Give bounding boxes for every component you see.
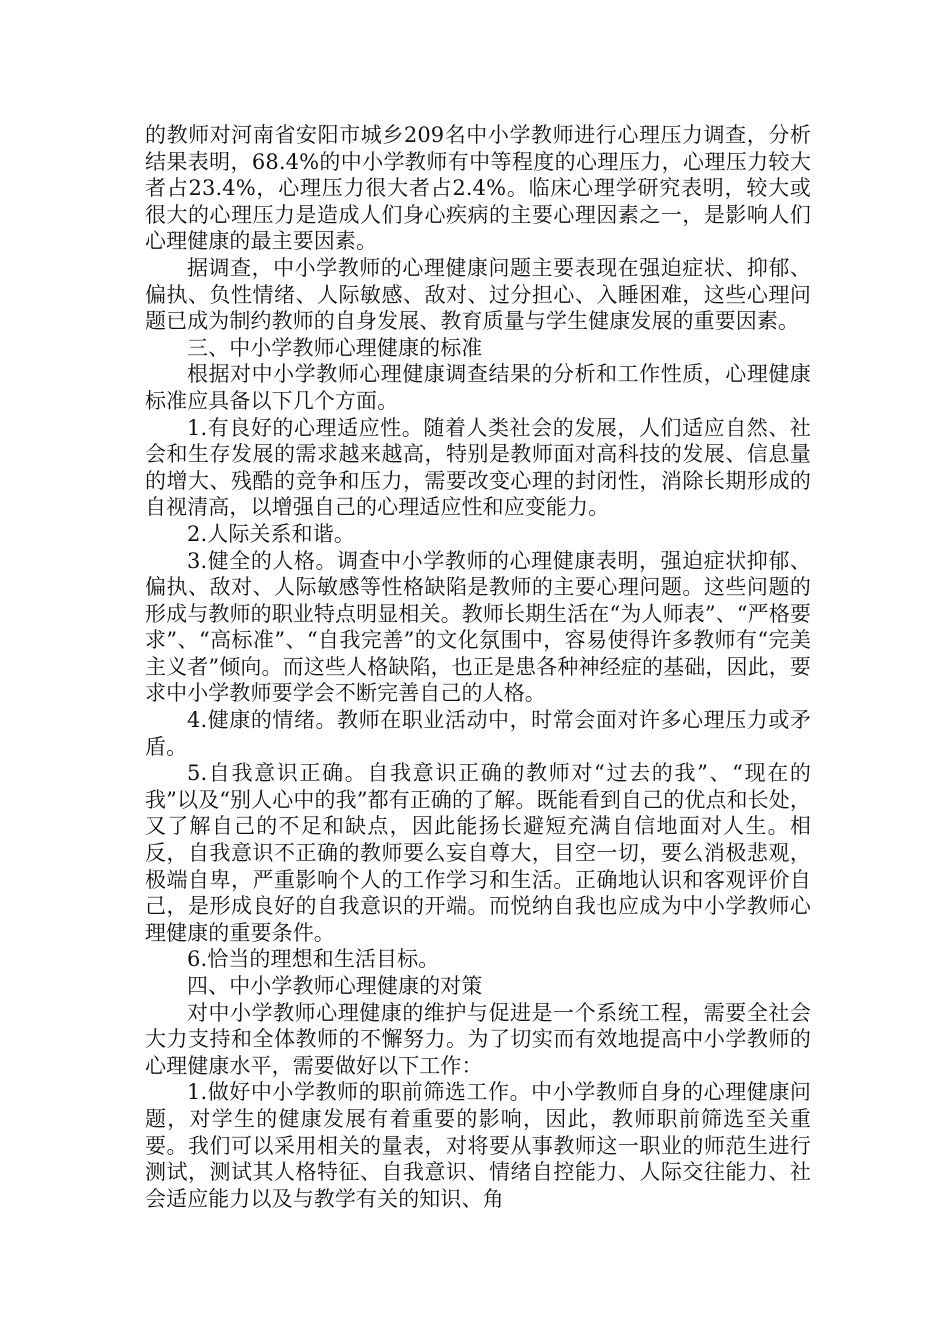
paragraph-standard-2: 2.人际关系和谐。 bbox=[187, 521, 355, 546]
paragraph-standard-6: 6.恰当的理想和生活目标。 bbox=[187, 947, 440, 972]
heading-section-3: 三、中小学教师心理健康的标准 bbox=[187, 335, 483, 360]
paragraph-standards-intro: 根据对中小学教师心理健康调查结果的分析和工作性质，心理健康标准应具备以下几个方面。 bbox=[145, 362, 811, 413]
paragraph-standard-4: 4.健康的情绪。教师在职业活动中，时常会面对许多心理压力或矛盾。 bbox=[145, 708, 811, 759]
heading-section-4: 四、中小学教师心理健康的对策 bbox=[187, 974, 483, 998]
paragraph-standard-3: 3.健全的人格。调查中小学教师的心理健康表明，强迫症状抑郁、偏执、敌对、人际敏感等性格缺陷是教师的主要心理问题。这些问题的形成与教师的职业特点明显相关。教师长期生活在“为人师表”、“严格要求”、“高标准”、“自我完善”的文化氛围中，容易使得许多教师有“完美主义者”倾向。而这些人格缺陷，也正是患各种神经症的基础，因此，要求中小学教师要学会不断完善自己的人格。 bbox=[145, 548, 811, 706]
paragraph-mental-health-problems: 据调查，中小学教师的心理健康问题主要表现在强迫症状、抑郁、偏执、负性情绪、人际敏感、敌对、过分担心、入睡困难，这些心理问题已成为制约教师的自身发展、教育质量与学生健康发展的重要因素。 bbox=[145, 255, 811, 334]
paragraph-countermeasures-intro: 对中小学教师心理健康的维护与促进是一个系统工程，需要全社会大力支持和全体教师的不懈努力。为了切实而有效地提高中小学教师的心理健康水平，需要做好以下工作： bbox=[145, 1000, 811, 1078]
paragraph-standard-1: 1.有良好的心理适应性。随着人类社会的发展，人们适应自然、社会和生存发展的需求越来越高，特别是教师面对高科技的发展、信息量的增大、残酷的竞争和压力，需要改变心理的封闭性，消除长期形成的自视清高，以增强自己的心理适应性和应变能力。 bbox=[145, 415, 811, 520]
paragraph-standard-5: 5.自我意识正确。自我意识正确的教师对“过去的我”、“现在的我”以及“别人心中的我”都有正确的了解。既能看到自己的优点和长处，又了解自己的不足和缺点，因此能扬长避短充满自信地面对人生。相反，自我意识不正确的教师要么妄自尊大，目空一切，要么消极悲观，极端自卑，严重影响个人的工作学习和生活。正确地认识和客观评价自己，是形成良好的自我意识的开端。而悦纳自我也应成为中小学教师心理健康的重要条件。 bbox=[145, 761, 811, 945]
paragraph-survey-results: 的教师对河南省安阳市城乡209名中小学教师进行心理压力调查，分析结果表明，68.4%的中小学教师有中等程度的心理压力，心理压力较大者占23.4%，心理压力很大者占2.4%。临床心理学研究表明，较大或很大的心理压力是造成人们身心疾病的主要心理因素之一，是影响人们心理健康的最主要因素。 bbox=[145, 123, 811, 254]
document-body bbox=[145, 122, 811, 1212]
paragraph-countermeasure-1: 1.做好中小学教师的职前筛选工作。中小学教师自身的心理健康问题，对学生的健康发展有着重要的影响，因此，教师职前筛选至关重要。我们可以采用相关的量表，对将要从事教师这一职业的师范生进行测试，测试其人格特征、自我意识、情绪自控能力、人际交往能力、社会适应能力以及与教学有关的知识、角 bbox=[145, 1080, 811, 1211]
